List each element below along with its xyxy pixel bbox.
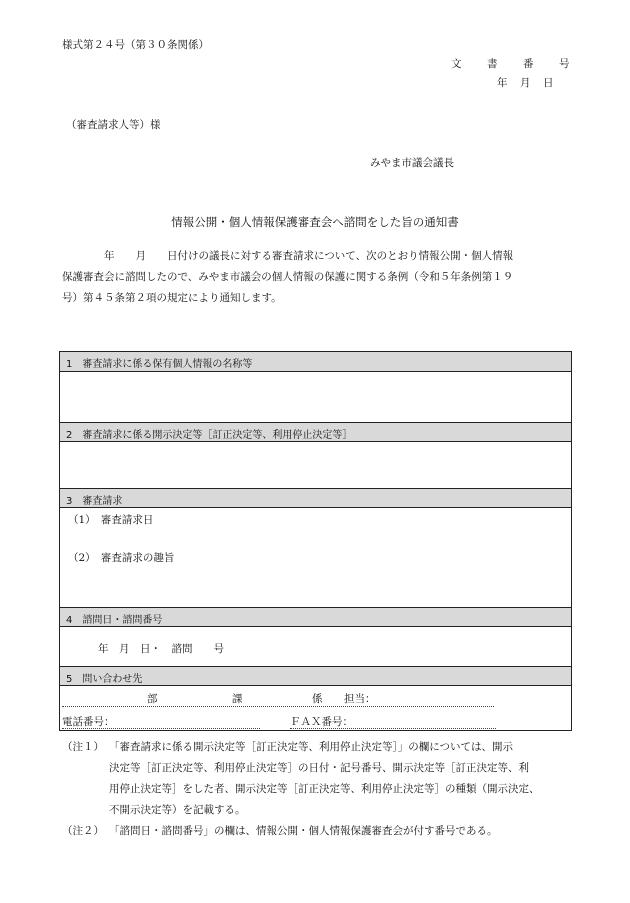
section-5-label: 5 問い合わせ先 (66, 674, 143, 685)
contact-ka: 課 (232, 693, 243, 705)
sender: みやま市議会議長 (370, 157, 454, 169)
date-char: 年 (497, 77, 508, 89)
note-line: 決定等［訂正決定等、利用停止決定等］の日付・記号番号、開示決定等［訂正決定等、利 (109, 762, 529, 774)
contact-phone-line (62, 714, 496, 729)
contact-fax: ＦＡＸ番号： (290, 714, 496, 729)
contact-tanto: 担当： (344, 693, 376, 705)
note-2 (62, 821, 578, 842)
body-line: 号）第４５条第２項の規定により通知します。 (62, 292, 282, 304)
form-number: 様式第２４号（第３０条関係） (62, 39, 209, 51)
note-line: 不開示決定等）を記載する。 (109, 804, 246, 816)
document-number-label (451, 56, 570, 71)
section-1-label: 1 審査請求に係る保有個人情報の名称等 (66, 359, 253, 370)
section-2-label: 2 審査請求に係る開示決定等［訂正決定等、利用停止決定等］ (66, 430, 353, 441)
section-4-header (60, 607, 571, 627)
notes (62, 737, 578, 842)
section-3-header (60, 488, 571, 508)
doc-number-char: 書 (487, 58, 498, 70)
contact-tel: 電話番号： (62, 714, 260, 729)
note-label: （注１） (62, 741, 104, 753)
section-4-label: 4 諮問日・諮問番号 (66, 615, 163, 626)
contact-bu: 部 (147, 693, 158, 705)
body-line: 保護審査会に諮問したので、みやま市議会の個人情報の保護に関する条例（令和５年条例第１９ (62, 271, 514, 283)
doc-number-char: 番 (523, 58, 534, 70)
date-char: 月 (520, 77, 531, 89)
body-line: 年 月 日付けの議長に対する審査請求について、次のとおり情報公開・個人情報 (62, 250, 514, 262)
contact-dept-line (62, 691, 494, 707)
note-line: 「審査請求に係る開示決定等［訂正決定等、利用停止決定等］」の欄については、開示 (109, 741, 514, 753)
document-title: 情報公開・個人情報保護審査会へ諮問をした旨の通知書 (171, 215, 459, 229)
section-2-header (60, 422, 571, 442)
date-char: 日 (543, 77, 554, 89)
section-1-header (60, 352, 571, 372)
doc-number-char: 文 (451, 58, 462, 70)
section-5-header (60, 666, 571, 686)
form-table (59, 351, 572, 731)
note-label: （注２） (62, 825, 104, 837)
date-line (497, 75, 554, 90)
note-1 (62, 737, 578, 821)
note-line: 「諮問日・諮問番号」の欄は、情報公開・個人情報保護審査会が付す番号である。 (109, 825, 498, 837)
doc-number-char: 号 (559, 58, 570, 70)
note-line: 用停止決定等］をした者、開示決定等［訂正決定等、利用停止決定等］の種類（開示決定、 (109, 783, 540, 795)
body-text (62, 246, 578, 309)
section-3-label: 3 審査請求 (66, 496, 123, 507)
recipient: （審査請求人等）様 (66, 119, 161, 131)
section-3-item-1: （1） 審査請求日 (68, 514, 154, 526)
section-4-content: 年 月 日・ 諮問 号 (98, 643, 224, 655)
section-3-item-2: （2） 審査請求の趣旨 (68, 552, 175, 564)
contact-kakari: 係 (312, 693, 323, 705)
